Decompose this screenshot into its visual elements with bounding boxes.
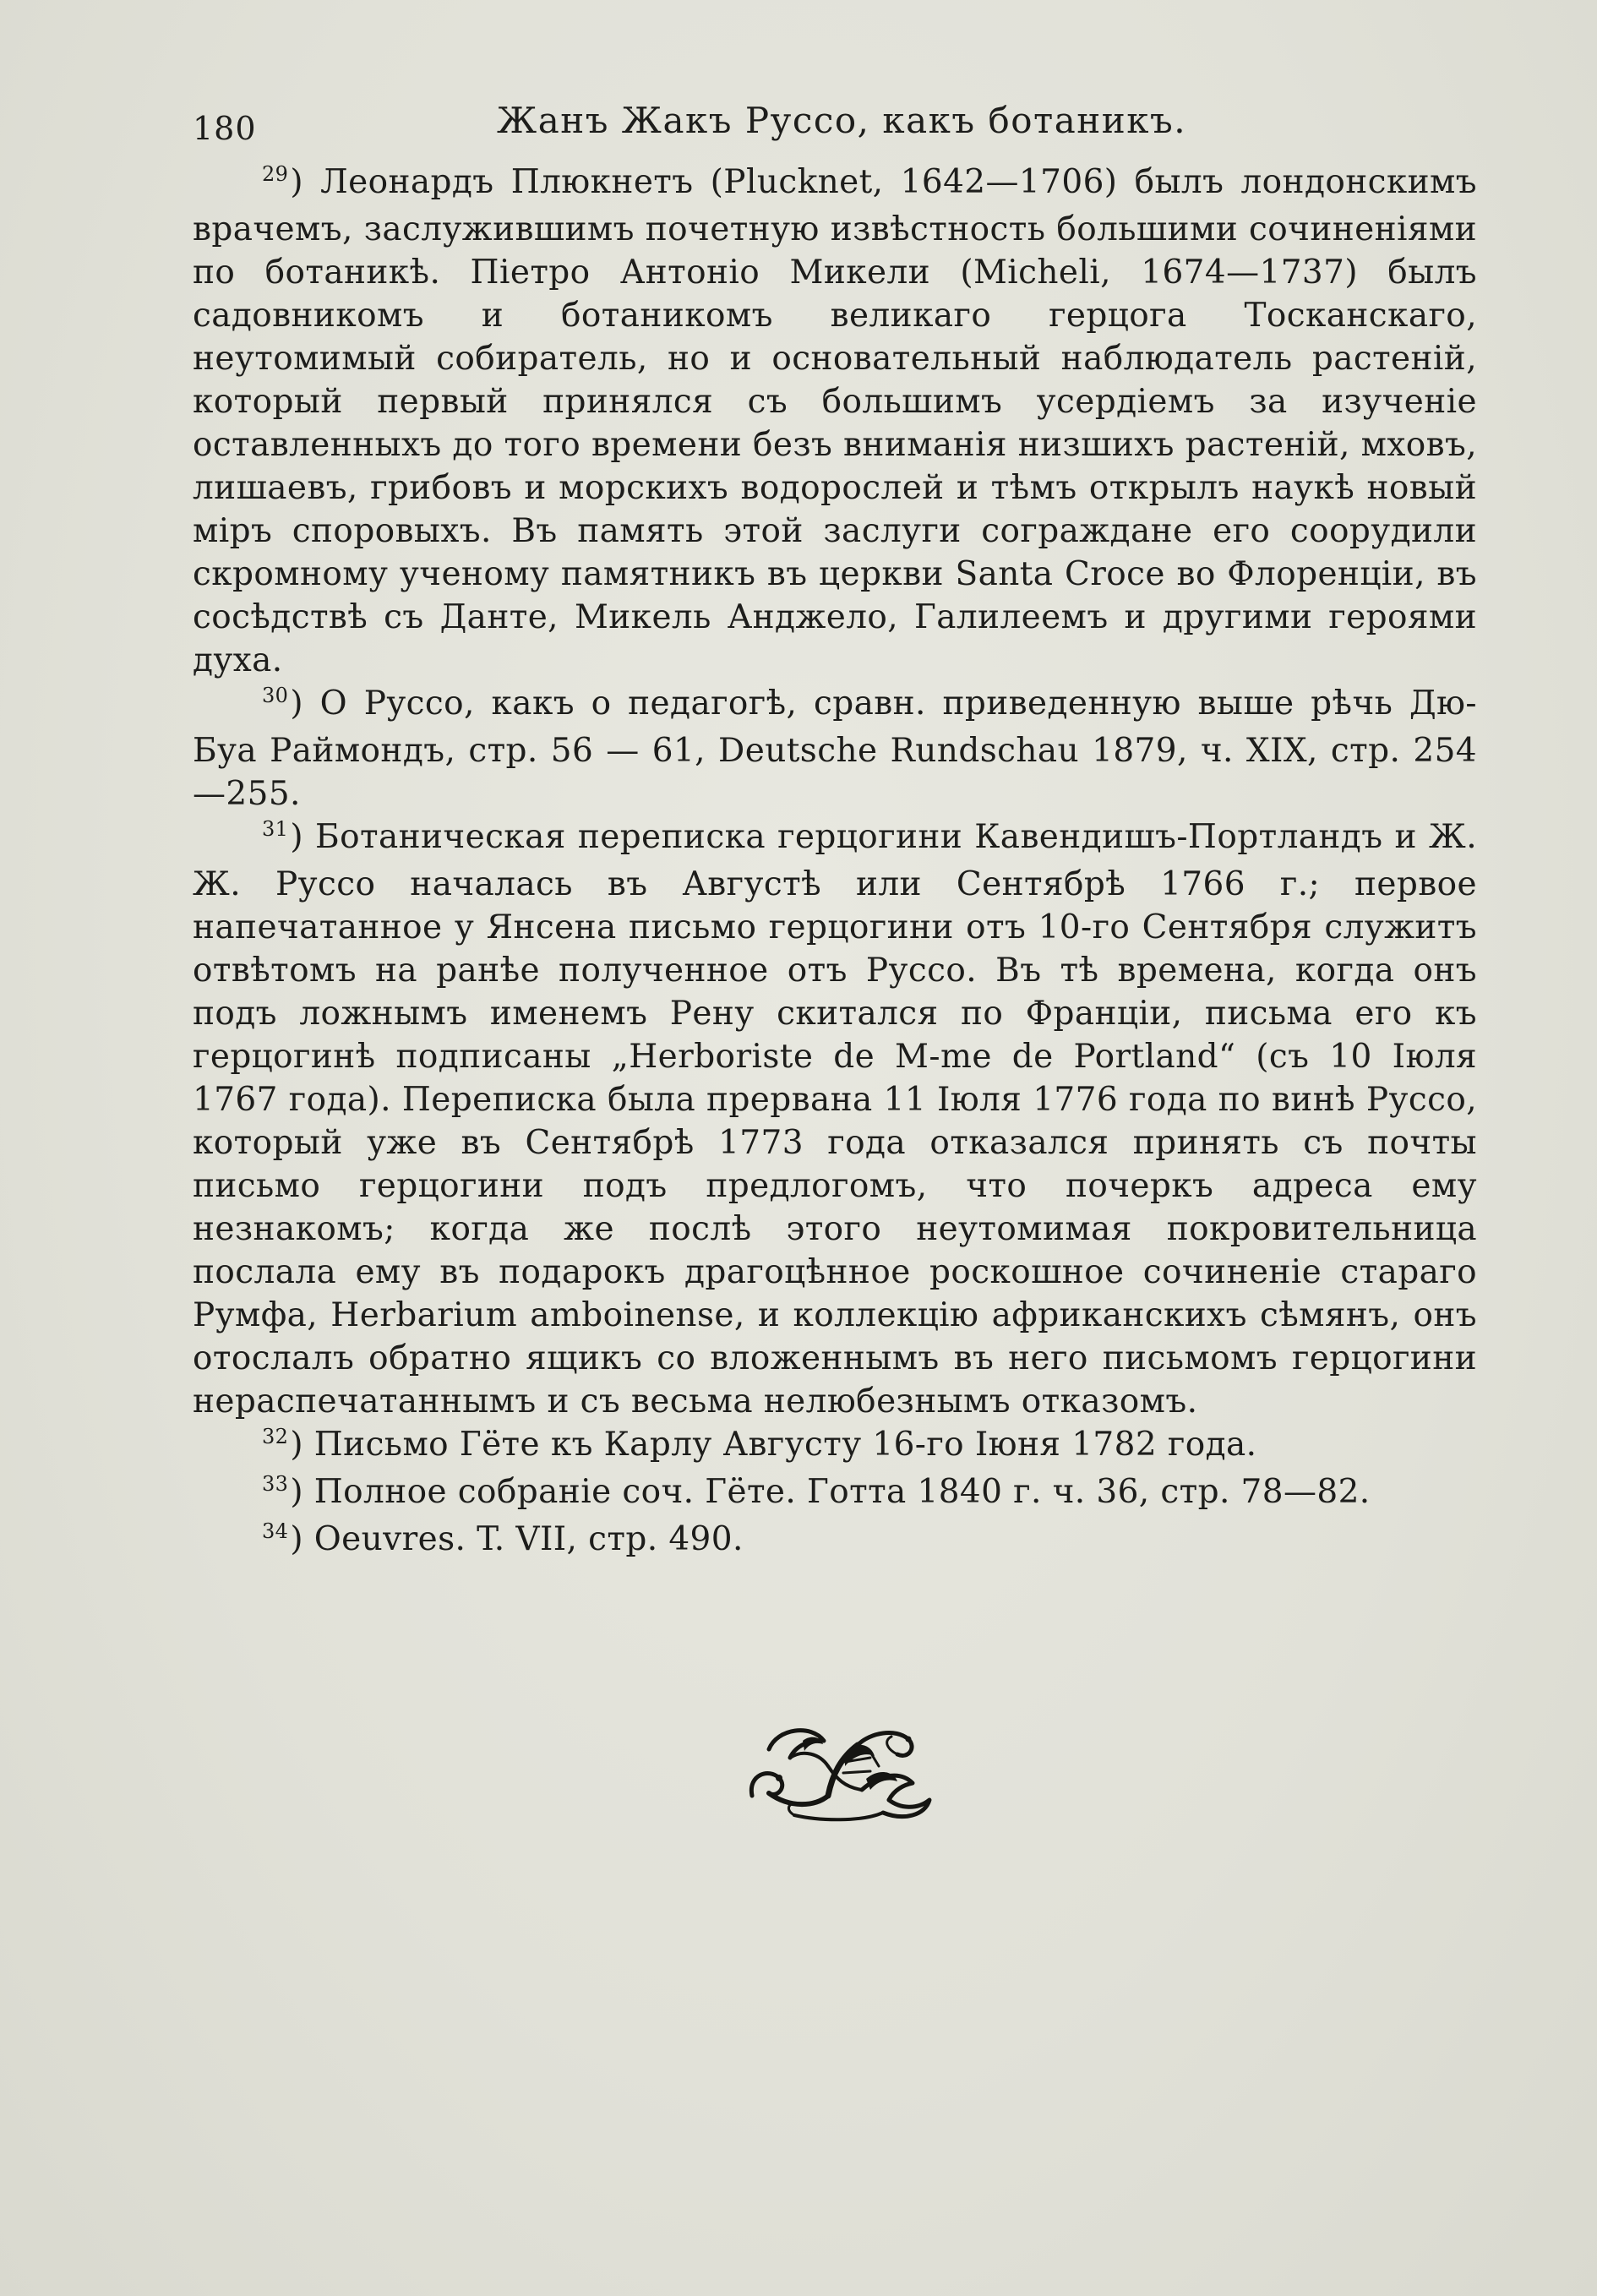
footnote-text: Письмо Гёте къ Карлу Августу 16-го Іюня 1782 года. — [313, 1426, 1257, 1464]
footnote-32: $^{32}$) Письмо Гёте къ Карлу Августу 16-го Іюня 1782 года. — [262, 1425, 1257, 1464]
page-number: 180 — [193, 110, 257, 147]
footnote-34: $^{34}$) Oeuvres. T. VII, стр. 490. — [262, 1519, 744, 1558]
footnote-30: $^{30}$) О Руссо, какъ о педагогѣ, сравн. приведенную выше рѣчь Дю-Буа Раймондъ, стр. 56 — 61, Deutsche Rundschau 1879, ч. XIX, стр. 254—255. — [193, 684, 1477, 813]
footnote-number: 34 — [262, 1519, 289, 1543]
floral-ornament-icon — [744, 1715, 938, 1825]
footnote-31: $^{31}$) Ботаническая переписка герцогини Кавендишъ-Портландъ и Ж. Ж. Руссо началась въ Августѣ или Сентябрѣ 1766 г.; первое напечатанное у Янсена письмо герцогини отъ 10-го Сентября служитъ отвѣтомъ на ранѣе полученное отъ Руссо. Въ тѣ времена, когда онъ подъ ложнымъ именемъ Рену скитался по Франціи, письма его къ герцогинѣ подписаны „Herboriste de M-me de Portland“ (съ 10 Іюля 1767 года). Переписка была прервана 11 Іюля 1776 года по винѣ Руссо, который уже въ Сентябрѣ 1773 года отказался принять съ почты письмо герцогини подъ предлогомъ, что почеркъ адреса ему незнакомъ; когда же послѣ этого неутомимая покровительница послала ему въ подарокъ драгоцѣнное роскошное сочиненіе стараго Румфа, Herbarium amboinense, и коллекцію африканскихъ сѣмянъ, онъ отослалъ обратно ящикъ со вложеннымъ въ него письмомъ герцогини нераспечатаннымъ и съ весьма нелюбезнымъ отказомъ. — [193, 817, 1477, 1421]
footnote-number: 31 — [262, 817, 289, 841]
running-title: Жанъ Жакъ Руссо, какъ ботаникъ. — [497, 100, 1187, 141]
page-header — [193, 100, 1477, 150]
footnote-text: Oeuvres. T. VII, стр. 490. — [313, 1520, 744, 1558]
footnote-33: $^{33}$) Полное собраніе соч. Гёте. Готта 1840 г. ч. 36, стр. 78—82. — [262, 1472, 1371, 1511]
footnote-text: Полное собраніе соч. Гёте. Готта 1840 г. ч. 36, стр. 78—82. — [313, 1473, 1371, 1511]
footnote-text: Леонардъ Плюкнетъ (Plucknet, 1642—1706) былъ лондонскимъ врачемъ, заслужившимъ почетную извѣстность большими сочиненіями по ботаникѣ. Піетро Антоніо Микели (Micheli, 1674—1737) былъ садовникомъ и ботаникомъ великаго герцога Тосканскаго, неутомимый собиратель, но и основательный наблюдатель растеній, который первый принялся съ большимъ усердіемъ за изученіе оставленныхъ до того времени безъ вниманія низшихъ растеній, мховъ, лишаевъ, грибовъ и морскихъ водорослей и тѣмъ открылъ наукѣ новый міръ споровыхъ. Въ память этой заслуги сограждане его соорудили скромному ученому памятникъ въ церкви Santa Croce во Флоренціи, въ сосѣдствѣ съ Данте, Микель Анджело, Галилеемъ и другими героями духа. — [193, 163, 1477, 679]
footnote-text: О Руссо, какъ о педагогѣ, сравн. приведенную выше рѣчь Дю-Буа Раймондъ, стр. 56 — 61, Deutsche Rundschau 1879, ч. XIX, стр. 254—255. — [193, 684, 1477, 813]
footnotes — [193, 161, 1477, 1565]
footnote-number: 30 — [262, 684, 289, 707]
footnote-number: 33 — [262, 1472, 289, 1496]
footnote-text: Ботаническая переписка герцогини Кавендишъ-Портландъ и Ж. Ж. Руссо началась въ Августѣ или Сентябрѣ 1766 г.; первое напечатанное у Янсена письмо герцогини отъ 10-го Сентября служитъ отвѣтомъ на ранѣе полученное отъ Руссо. Въ тѣ времена, когда онъ подъ ложнымъ именемъ Рену скитался по Франціи, письма его къ герцогинѣ подписаны „Herboriste de M-me de Portland“ (съ 10 Іюля 1767 года). Переписка была прервана 11 Іюля 1776 года по винѣ Руссо, который уже въ Сентябрѣ 1773 года отказался принять съ почты письмо герцогини подъ предлогомъ, что почеркъ адреса ему незнакомъ; когда же послѣ этого неутомимая покровительница послала ему въ подарокъ драгоцѣнное роскошное сочиненіе стараго Румфа, Herbarium amboinense, и коллекцію африканскихъ сѣмянъ, онъ отослалъ обратно ящикъ со вложеннымъ въ него письмомъ герцогини нераспечатаннымъ и съ весьма нелюбезнымъ отказомъ. — [193, 818, 1477, 1421]
footnote-29: $^{29}$) Леонардъ Плюкнетъ (Plucknet, 1642—1706) былъ лондонскимъ врачемъ, заслужившимъ почетную извѣстность большими сочиненіями по ботаникѣ. Піетро Антоніо Микели (Micheli, 1674—1737) былъ садовникомъ и ботаникомъ великаго герцога Тосканскаго, неутомимый собиратель, но и основательный наблюдатель растеній, который первый принялся съ большимъ усердіемъ за изученіе оставленныхъ до того времени безъ вниманія низшихъ растеній, мховъ, лишаевъ, грибовъ и морскихъ водорослей и тѣмъ открылъ наукѣ новый міръ споровыхъ. Въ память этой заслуги сограждане его соорудили скромному ученому памятникъ въ церкви Santa Croce во Флоренціи, въ сосѣдствѣ съ Данте, Микель Анджело, Галилеемъ и другими героями духа. — [193, 162, 1477, 679]
footnote-number: 29 — [262, 162, 289, 186]
footnote-number: 32 — [262, 1425, 289, 1448]
